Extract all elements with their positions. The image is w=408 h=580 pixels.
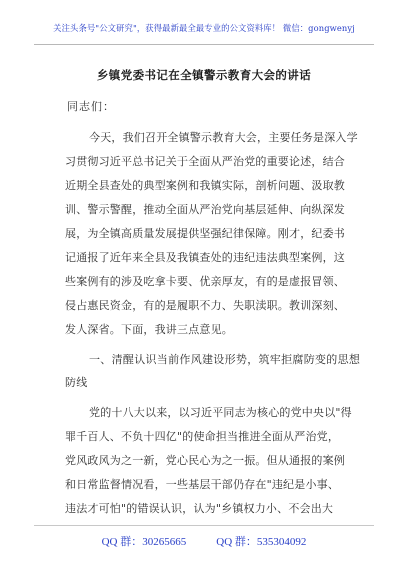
paragraph-line: 罪千百人、不负十四亿"的使命担当推进全面从严治党，: [65, 430, 340, 443]
paragraph-line: 些案例有的涉及吃拿卡要、优亲厚友，有的是虚报冒领、: [65, 275, 345, 288]
footer-qq-group-1: QQ 群：30265665: [101, 536, 187, 548]
section-heading: 防线: [65, 376, 88, 389]
footer-qq-group-2: QQ 群：535304092: [216, 536, 307, 548]
paragraph-line: 记通报了近年来全县及我镇查处的违纪违法典型案例，这: [65, 251, 345, 264]
paragraph-line: 近期全县查处的典型案例和我镇实际，剖析问题、汲取教: [65, 179, 345, 192]
paragraph-line: 展，为全镇高质量发展提供坚强纪律保障。刚才，纪委书: [65, 227, 345, 240]
footer: [0, 533, 408, 549]
paragraph-line: 侵占惠民资金，有的是履职不力、失职渎职。教训深刻、: [65, 299, 345, 312]
paragraph-line: 习贯彻习近平总书记关于全面从严治党的重要论述，结合: [65, 155, 345, 168]
header-banner: 关注头条号"公文研究"，获得最新最全最专业的公文资料库！ 微信：gongwenyj: [53, 23, 355, 33]
footer-divider: [34, 525, 374, 526]
paragraph-line: 党的十八大以来，以习近平同志为核心的党中央以"得: [89, 406, 352, 419]
salutation: 同志们：: [67, 100, 115, 113]
paragraph-line: 党风政风为之一新，党心民心为之一振。但从通报的案例: [65, 454, 345, 467]
paragraph-line: 发人深省。下面，我讲三点意见。: [65, 323, 233, 336]
paragraph-line: 违法才可怕"的错误认识，认为"乡镇权力小、不会出大: [65, 502, 334, 515]
paragraph-line: 和日常监督情况看，一些基层干部仍存在"违纪是小事、: [65, 478, 340, 491]
section-heading: 一、清醒认识当前作风建设形势，筑牢拒腐防变的思想: [89, 353, 361, 366]
paragraph-line: 今天，我们召开全镇警示教育大会，主要任务是深入学: [89, 131, 358, 144]
header-divider: [34, 44, 374, 45]
paragraph-line: 训、警示警醒，推动全面从严治党向基层延伸、向纵深发: [65, 203, 345, 216]
document-title: 乡镇党委书记在全镇警示教育大会的讲话: [96, 68, 312, 82]
